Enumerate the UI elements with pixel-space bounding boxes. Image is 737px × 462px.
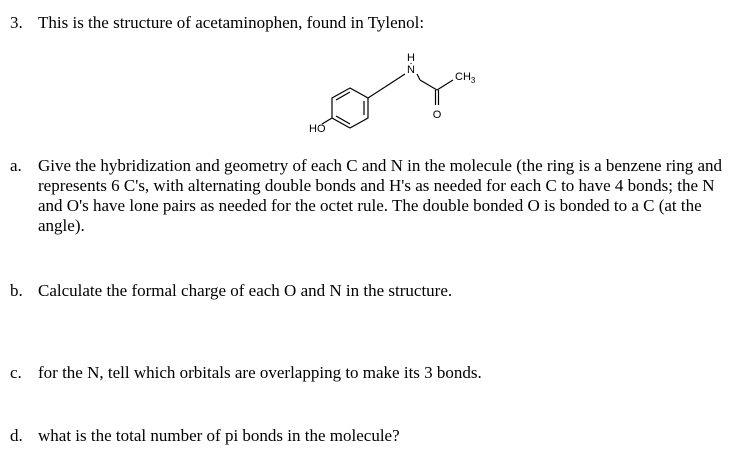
part-letter: b. (10, 281, 23, 300)
part-text: for the N, tell which orbitals are overlapping to make its 3 bonds. (38, 363, 482, 382)
benzene-ring (332, 88, 368, 128)
part-letter: a. (10, 156, 22, 175)
question-text: This is the structure of acetaminophen, found in Tylenol: (38, 13, 425, 32)
part-letter: c. (10, 363, 22, 382)
part-text: Give the hybridization and geometry of each C and N in the molecule (the ring is a benzene ring and represents 6 C's, with alternating double bonds and H's as needed for each C to have 4 bonds; the N and O's have lone pairs as needed for the octet rule. The double bonded O is bonded to a C (at the angle). (38, 156, 723, 235)
hydroxyl-label: HO (309, 123, 326, 135)
ring-double-bond (336, 92, 350, 100)
n-carbonyl-link (417, 74, 420, 80)
n-c-bond (420, 80, 437, 90)
nitrogen-label: N (407, 64, 415, 76)
question-number: 3. (10, 13, 23, 32)
ring-double-bond (336, 116, 350, 124)
ring-n-bond (368, 87, 385, 98)
part-letter: d. (10, 426, 23, 445)
oxygen-label: O (432, 109, 442, 121)
part-text: Calculate the formal charge of each O and N in the structure. (38, 281, 453, 300)
hydrogen-label: H (407, 52, 415, 64)
c-ch3-bond (437, 80, 453, 90)
methyl-label: $CH_3$ (455, 71, 476, 85)
part-text: what is the total number of pi bonds in the molecule? (38, 426, 400, 445)
n-ring-link (385, 74, 405, 87)
acetaminophen-structure (300, 50, 500, 140)
